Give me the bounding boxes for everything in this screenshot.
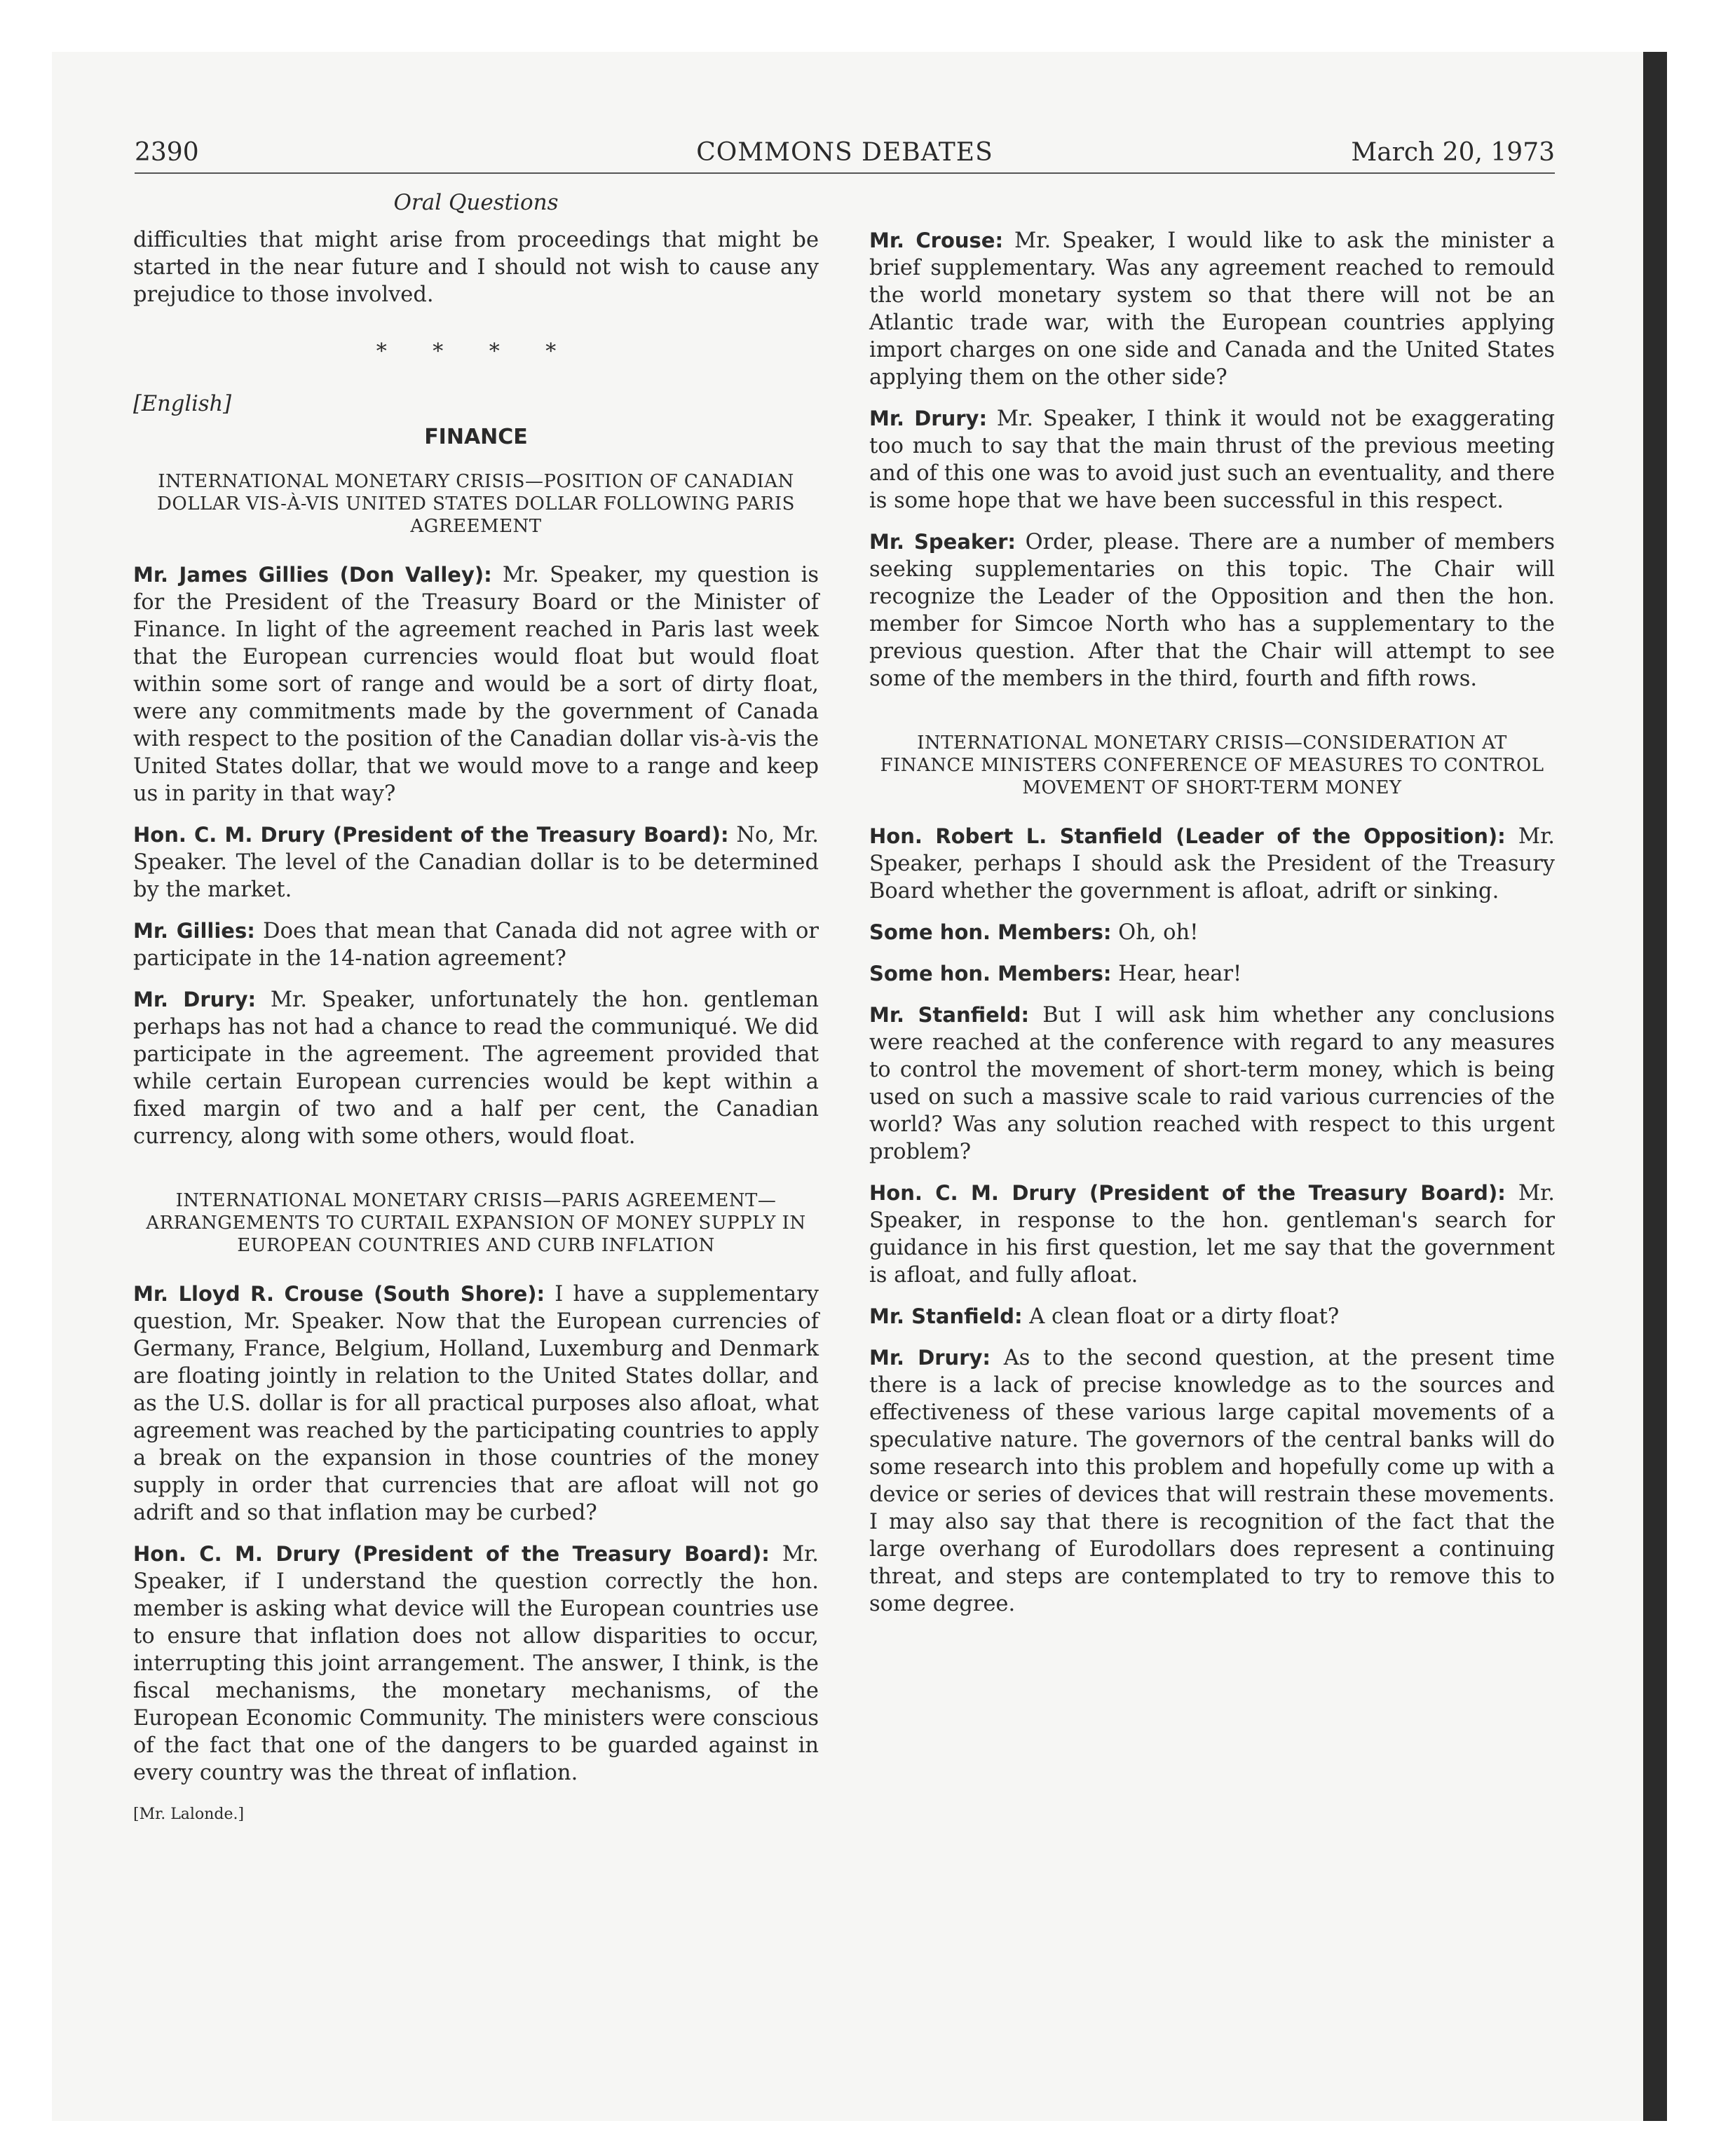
speaker: Hon. Robert L. Stanfield (Leader of the Opposition): [869, 824, 1506, 848]
speaker: Mr. Drury: [133, 988, 257, 1011]
speech: Mr. Drury: Mr. Speaker, I think it would not be exaggerating too much to say that the main thrust of the previous meeting and of this one was to avoid just such an eventuality, and there is some hope that we have been successful in this respect. [869, 407, 1555, 513]
speaker: Hon. C. M. Drury (President of the Treasury Board): [869, 1181, 1506, 1205]
section-separator: * * * * [376, 339, 576, 364]
speaker: Some hon. Members: [869, 962, 1112, 985]
speaker: Mr. Crouse: [869, 228, 1004, 252]
speaker: Mr. Drury: [869, 407, 988, 430]
speaker: Hon. C. M. Drury (President of the Treasury Board): [133, 823, 729, 847]
footer-note: [Mr. Lalonde.] [133, 1806, 245, 1823]
page-number: 2390 [135, 138, 199, 167]
section-title: FINANCE [424, 425, 528, 449]
speech: Mr. Crouse: Mr. Speaker, I would like to ask the minister a brief supplementary. Was any agreement reached to remould the world monetary system so that there will not be an Atlantic trade war, with the European countries applying import charges on one side and Canada and the United States applying them on the other side? [869, 228, 1555, 390]
speech: Hon. C. M. Drury (President of the Treasury Board): Mr. Speaker, in response to the hon. gentleman's search for guidance in his first question, let me say that the government is afloat, and fully afloat. [869, 1181, 1555, 1288]
page-date: March 20, 1973 [1351, 138, 1555, 167]
speech: Mr. James Gillies (Don Valley): Mr. Speaker, my question is for the President of the Treasury Board or the Minister of Finance. In light of the agreement reached in Paris last week that the European currencies would float but would float within some sort of range and would be a sort of dirty float, were any commitments made by the government of Canada with respect to the position of the Canadian dollar vis-à-vis the United States dollar, that we would move to a range and keep us in parity in that way? [133, 563, 819, 806]
speech: Mr. Stanfield: A clean float or a dirty float? [869, 1304, 1340, 1329]
speaker: Some hon. Members: [869, 920, 1112, 944]
speech: Mr. Speaker: Order, please. There are a number of members seeking supplementaries on this topic. The Chair will recognize the Leader of the Opposition and then the hon. member for Simcoe North who has a supplementary to the previous question. After that the Chair will attempt to see some of the members in the third, fourth and fifth rows. [869, 530, 1555, 691]
speaker: Mr. Lloyd R. Crouse (South Shore): [133, 1282, 545, 1306]
speech: Some hon. Members: Oh, oh! [869, 920, 1199, 945]
speaker: Mr. James Gillies (Don Valley): [133, 563, 492, 587]
speech: Hon. C. M. Drury (President of the Treasury Board): No, Mr. Speaker. The level of the Canadian dollar is to be determined by the market. [133, 823, 819, 902]
speaker: Mr. Gillies: [133, 919, 255, 943]
speech: Some hon. Members: Hear, hear! [869, 962, 1242, 986]
speaker: Mr. Speaker: [869, 530, 1016, 554]
speech: Mr. Drury: Mr. Speaker, unfortunately the hon. gentleman perhaps has not had a chance to read the communiqué. We did participate in the agreement. The agreement provided that while certain European currencies would be kept within a fixed margin of two and a half per cent, the Canadian currency, along with some others, would float. [133, 988, 819, 1149]
speech: Mr. Stanfield: But I will ask him whether any conclusions were reached at the conference with regard to any measures to control the movement of short-term money, which is being used on such a massive scale to raid various currencies of the world? Was any solution reached with respect to this urgent problem? [869, 1003, 1555, 1164]
subheading: INTERNATIONAL MONETARY CRISIS—PARIS AGREEMENT—ARRANGEMENTS TO CURTAIL EXPANSION OF MONEY SUPPLY IN EUROPEAN COUNTRIES AND CURB INFLATION [146, 1190, 806, 1256]
speaker: Mr. Drury: [869, 1346, 991, 1370]
speech: Mr. Lloyd R. Crouse (South Shore): I have a supplementary question, Mr. Speaker. Now that the European currencies of Germany, France, Belgium, Holland, Luxemburg and Denmark are floating jointly in relation to the United States dollar, and as the U.S. dollar is for all practical purposes also afloat, what agreement was reached by the participating countries to apply a break on the expansion in those countries of the money supply in order that currencies that are afloat will not go adrift and so that inflation may be curbed? [133, 1282, 819, 1525]
right-column [869, 227, 1555, 1632]
page-header [135, 133, 1555, 174]
running-head: Oral Questions [393, 190, 559, 215]
publication-title: COMMONS DEBATES [696, 138, 993, 167]
paragraph: difficulties that might arise from proceedings that might be started in the near future and I should not wish to cause any prejudice to those involved. [133, 228, 819, 307]
left-column [133, 189, 819, 1828]
subheading: INTERNATIONAL MONETARY CRISIS—POSITION OF CANADIAN DOLLAR VIS-À-VIS UNITED STATES DOLLAR FOLLOWING PARIS AGREEMENT [157, 471, 795, 537]
speaker: Mr. Stanfield: [869, 1304, 1023, 1328]
speech: Mr. Drury: As to the second question, at the present time there is a lack of precise knowledge as to the sources and effectiveness of these various large capital movements of a speculative nature. The governors of the central banks will do some research into this problem and hopefully come up with a device or series of devices that will restrain these movements. I may also say that there is recognition of the fact that the large overhang of Eurodollars does represent a continuing threat, and steps are contemplated to try to remove this to some degree. [869, 1346, 1555, 1616]
binding-edge [1643, 52, 1667, 2121]
speaker: Hon. C. M. Drury (President of the Treasury Board): [133, 1542, 770, 1566]
speech: Hon. Robert L. Stanfield (Leader of the Opposition): Mr. Speaker, perhaps I should ask the President of the Treasury Board whether the government is afloat, adrift or sinking. [869, 824, 1555, 903]
speech: Mr. Gillies: Does that mean that Canada did not agree with or participate in the 14-nation agreement? [133, 919, 819, 971]
speaker: Mr. Stanfield: [869, 1003, 1030, 1027]
speech: Hon. C. M. Drury (President of the Treasury Board): Mr. Speaker, if I understand the question correctly the hon. member is asking what device will the European countries use to ensure that inflation does not allow disparities to occur, interrupting this joint arrangement. The answer, I think, is the fiscal mechanisms, the monetary mechanisms, of the European Economic Community. The ministers were conscious of the fact that one of the dangers to be guarded against in every country was the threat of inflation. [133, 1542, 819, 1785]
subheading: INTERNATIONAL MONETARY CRISIS—CONSIDERATION AT FINANCE MINISTERS CONFERENCE OF MEASURES TO CONTROL MOVEMENT OF SHORT-TERM MONEY [880, 732, 1544, 798]
language-marker: [English] [133, 392, 232, 416]
